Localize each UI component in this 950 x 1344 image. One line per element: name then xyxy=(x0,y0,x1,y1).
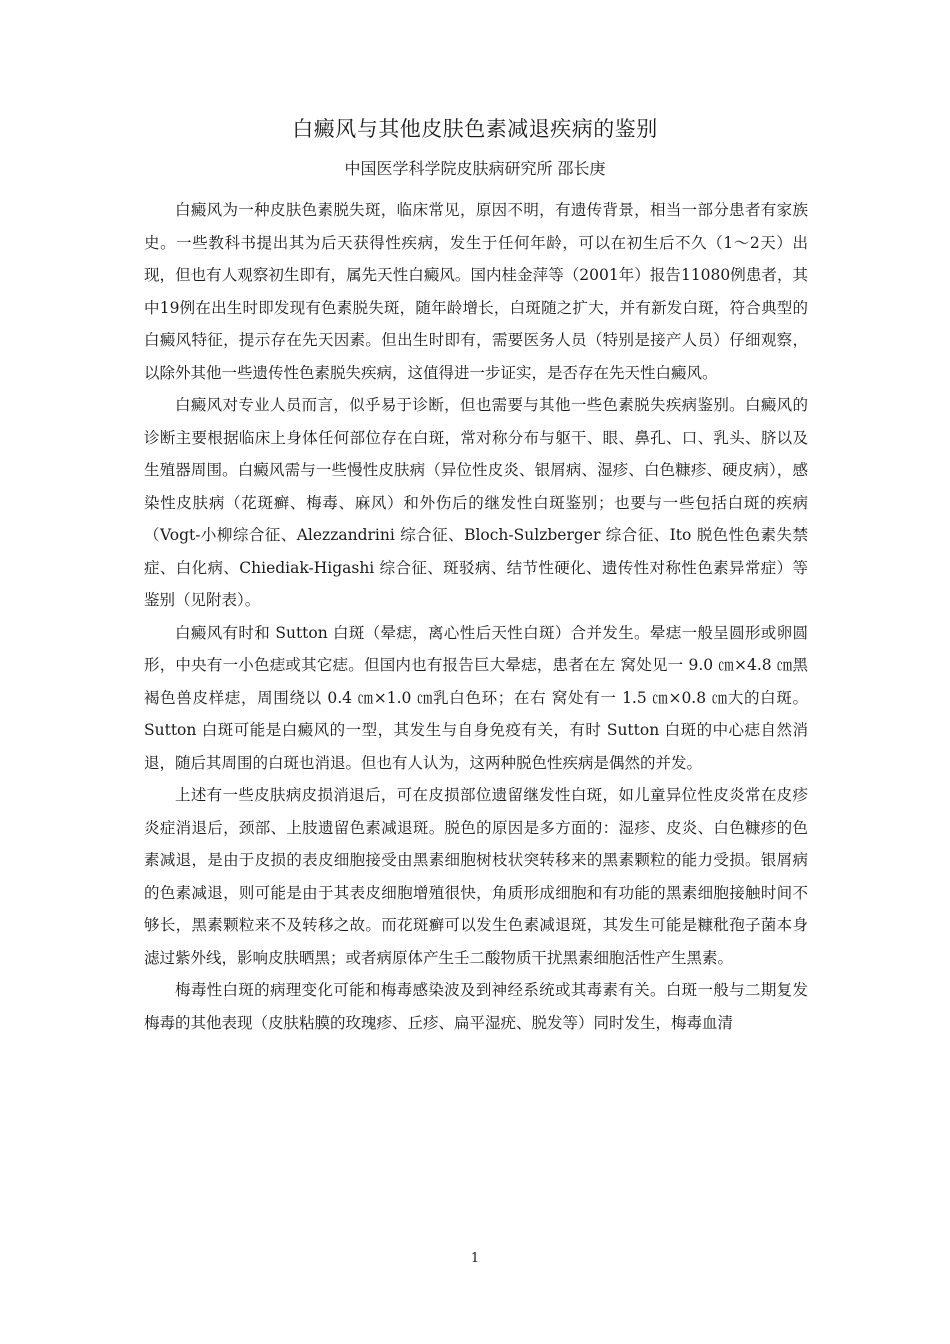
paragraph-1: 白癜风为一种皮肤色素脱失斑，临床常见，原因不明，有遗传背景，相当一部分患者有家族史。一些教科书提出其为后天获得性疾病，发生于任何年龄，可以在初生后不久（1～2天）出现，但也有人观察初生即有，属先天性白癜风。国内桂金萍等（2001年）报告11080例患者，其中19例在出生时即发现有色素脱失斑，随年龄增长，白斑随之扩大，并有新发白斑，符合典型的白癜风特征，提示存在先天因素。但出生时即有，需要医务人员（特别是接产人员）仔细观察，以除外其他一些遗传性色素脱失疾病，这值得进一步证实，是否存在先天性白癜风。 xyxy=(144,201,808,382)
paragraph-3: 白癜风有时和 Sutton 白斑（晕痣，离心性后天性白斑）合并发生。晕痣一般呈圆形或卵圆形，中央有一小色痣或其它痣。但国内也有报告巨大晕痣，患者在左 窝处见一 9.0 ㎝×4.8 ㎝黑褐色兽皮样痣，周围绕以 0.4 ㎝×1.0 ㎝乳白色环；在右 窝处有一 1.5 ㎝×0.8 ㎝大的白斑。Sutton 白斑可能是白癜风的一型，其发生与自身免疫有关，有时 Sutton 白斑的中心痣自然消退，随后其周围的白斑也消退。但也有人认为，这两种脱色性疾病是偶然的并发。 xyxy=(144,623,808,772)
paragraph-2: 白癜风对专业人员而言，似乎易于诊断，但也需要与其他一些色素脱失疾病鉴别。白癜风的诊断主要根据临床上身体任何部位存在白斑，常对称分布与躯干、眼、鼻孔、口、乳头、脐以及生殖器周围。白癜风需与一些慢性皮肤病（异位性皮炎、银屑病、湿疹、白色糠疹、硬皮病），感染性皮肤病（花斑癣、梅毒、麻风）和外伤后的继发性白斑鉴别；也要与一些包括白斑的疾病（Vogt-小柳综合征、Alezzandrini 综合征、Bloch-Sulzberger 综合征、Ito 脱色性色素失禁症、白化病、Chiediak-Higashi 综合征、斑驳病、结节性硬化、遗传性对称性色素异常症）等鉴别（见附表）。 xyxy=(144,396,808,609)
author-line: 中国医学科学院皮肤病研究所 邵长庚 xyxy=(344,159,606,178)
body-text xyxy=(144,194,808,1039)
paragraph-5: 梅毒性白斑的病理变化可能和梅毒感染波及到神经系统或其毒素有关。白斑一般与二期复发梅毒的其他表现（皮肤粘膜的玫瑰疹、丘疹、扁平湿疣、脱发等）同时发生，梅毒血清 xyxy=(144,981,808,1032)
paragraph-4: 上述有一些皮肤病皮损消退后，可在皮损部位遗留继发性白斑，如儿童异位性皮炎常在皮疹炎症消退后，颈部、上肢遗留色素减退斑。脱色的原因是多方面的：湿疹、皮炎、白色糠疹的色素减退，是由于皮损的表皮细胞接受由黑素细胞树枝状突转移来的黑素颗粒的能力受损。银屑病的色素减退，则可能是由于其表皮细胞增殖很快，角质形成细胞和有功能的黑素细胞接触时间不够长，黑素颗粒来不及转移之故。而花斑癣可以发生色素减退斑，其发生可能是糠秕孢子菌本身滤过紫外线，影响皮肤晒黑；或者病原体产生壬二酸物质干扰黑素细胞活性产生黑素。 xyxy=(144,786,808,967)
page-number: 1 xyxy=(470,1251,480,1266)
document-title: 白癜风与其他皮肤色素减退疾病的鉴别 xyxy=(292,117,658,141)
